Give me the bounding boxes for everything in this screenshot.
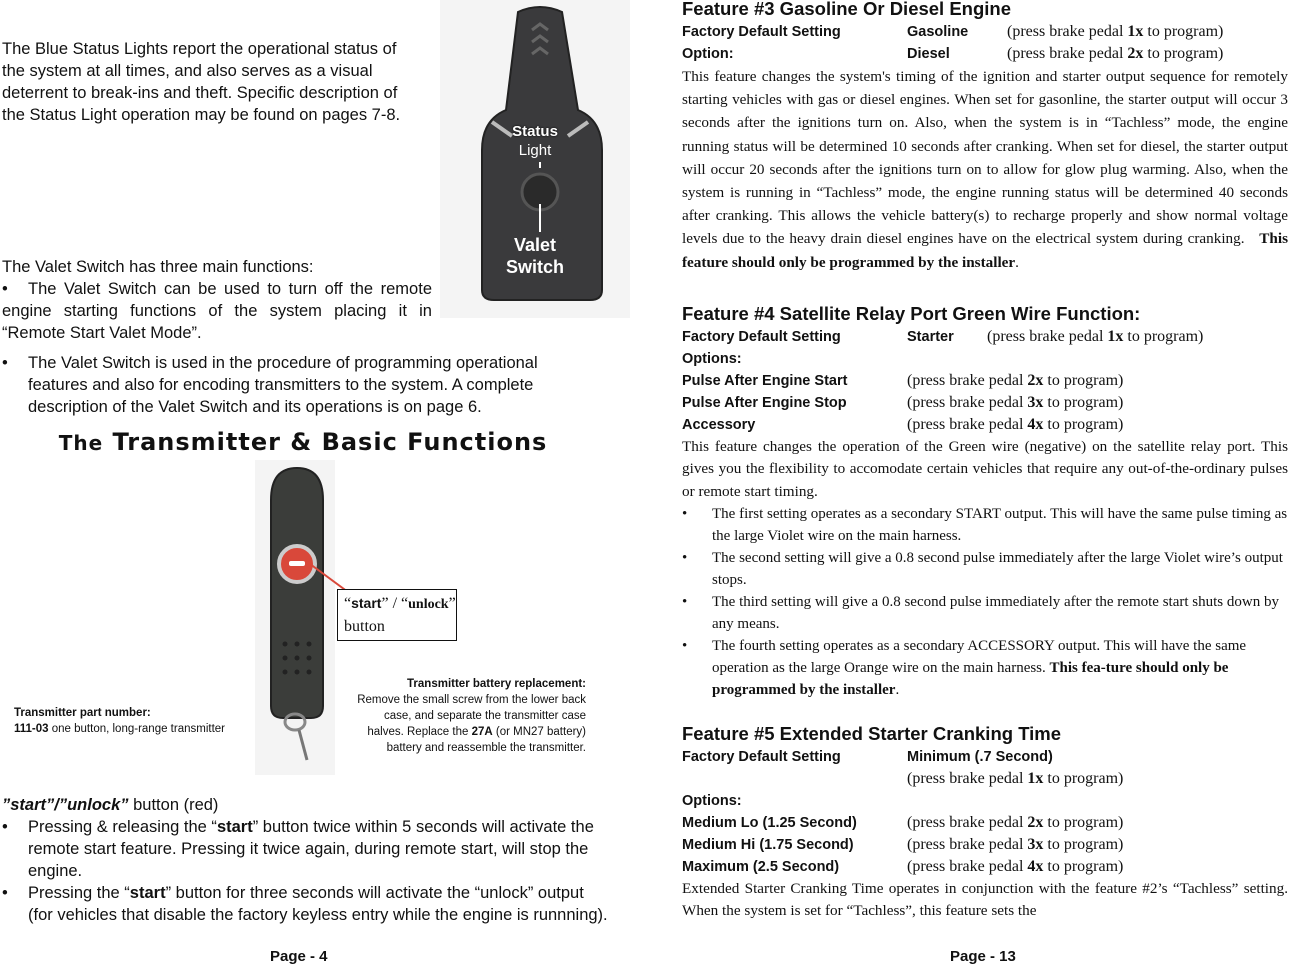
feature5-heading: Feature #5 Extended Starter Cranking Time [682, 723, 1062, 745]
start-bullet: • Pressing & releasing the “start” button twice within 5 seconds will activate the remote start feature. Pressing it twice again, during remote start, will stop the engine. [2, 818, 594, 880]
feature5-option-row: Medium Lo (1.25 Second) (press brake pedal 2x to program) [682, 814, 1124, 832]
feature4-body: This feature changes the operation of the Green wire (negative) on the satellite relay port. This gives you the flexibility to accomodate certain vehicles that require any out-of-the-ordinary pulses or remote start timing. [682, 437, 1288, 500]
feature4-option-row: Pulse After Engine Start (press brake pedal 2x to program) [682, 371, 1124, 389]
feature3-heading: Feature #3 Gasoline Or Diesel Engine [682, 0, 1012, 19]
battery-replacement-note: Transmitter battery replacement: Remove the small screw from the lower back case, and separate the transmitter case halves. Replace the 27A (or MN27 battery) battery and reassemble the transmitter. [357, 678, 586, 754]
valet-switch-illustration [440, 0, 630, 318]
feature3-default-row: Factory Default Setting Gasoline (press brake pedal 1x to program) [682, 23, 1224, 40]
feature3-option-row: Option: Diesel (press brake pedal 2x to program) [682, 45, 1224, 62]
status-light-intro [2, 38, 422, 126]
right-page: Feature #3 Gasoline Or Diesel Engine Factory Default Setting Gasoline (press brake pedal 1x to program) Option: Diesel (press brake pedal 2x to program) This feature changes the system's timing of the ignition and starter output sequence for remotely starting vehicles with gas or diesel engines. When set for gasonline, the starter output will occur 3 seconds after the ignitions turn on. Also, when the system is in “Tachless” mode, the engine running status will be determined 10 seconds after cranking. When set for diesel, the starter output will occur 20 seconds after the ignitions turn on to allow for glow plug warming. Also, when the system is running in “Tachless” mode, the engine running status will be determined 40 seconds after cranking. This allows the vehicle battery(s) to recharge properly and show normal voltage levels due to the heavy drain diesel engines have on the electrical system during cranking. This feature should only be programmed by the installer. Feature #4 Satellite Relay Port Green Wire Function: Factory Default Setting Starter (press brake pedal 1x to program) Options: Pulse After Engine Start (press brake pedal 2x to program) Pulse After Engine Stop (press brake pedal 3x to program) Accessory (press brake pedal 4x to program) This feature changes the operation of the Green wire (negative) on the satellite relay port. This gives you the flexibility to accomodate certain vehicles that require any out-of-the-ordinary pulses or remote start timing. • The first setting operates as a secondary START output. This will have the same pulse timing as the large Violet wire on the main harness. • The second setting will give a 0.8 second pulse immediately after the large Violet wire’s output stops. • The third setting will give a 0.8 second pulse immediately after the remote start shuts down by any means. • The fourth setting operates as a secondary ACCESSORY output. This will have the same operation as the large Orange wire on the main harness. This fea-ture should only be programmed by the installer. Feature #5 Extended Starter Cranking Time Factory Default Setting Minimum (.7 Second) (press brake pedal 1x to program) Options: Medium Lo (1.25 Second) (press brake pedal 2x to program) Medium Hi (1.75 Second) (press brake pedal 3x to program) Maximum (2.5 Second) (press brake pedal 4x to program) Extended Starter Cranking Time operates in conjunction with the feature #2’s “Tachless” setting. When the system is set for “Tachless”, this feature sets the [682, 0, 1288, 922]
transmitter-part-number: Transmitter part number: 111-03 one button, long-range transmitter [14, 707, 225, 735]
unlock-bullet: • Pressing the “start” button for three seconds will activate the “unlock” output (for vehicles that disable the factory keyless entry while the engine is runnning). [2, 884, 608, 924]
valet-bullet: • The Valet Switch is used in the procedure of programming operational features and also for encoding transmitters to the system. A complete description of the Valet Switch and its operations is on page 6. [2, 354, 538, 416]
valet-bullet: • The Valet Switch can be used to turn off the remote engine starting functions of the system placing it in “Remote Start Valet Mode”. [2, 280, 432, 342]
light-label: Light [518, 142, 552, 159]
feature4-heading: Feature #4 Satellite Relay Port Green Wire Function: [682, 302, 1141, 324]
status-label: Status [512, 123, 558, 140]
page-number-left: Page - 4 [270, 948, 328, 965]
feature4-option-row: Accessory (press brake pedal 4x to program) [682, 415, 1124, 433]
feature5-options-label: Options: [682, 793, 742, 810]
feature5-default-row: Factory Default Setting Minimum (.7 Second) [682, 749, 1053, 766]
start-unlock-section [2, 794, 608, 926]
status-light-paragraph: The Blue Status Lights report the operational status of the system at all times, and also serves as a visual deterrent to break-ins and theft. Specific description of the Status Light operation may be found on pages 7-8. [2, 40, 401, 124]
feature5-option-row: Maximum (2.5 Second) (press brake pedal 4x to program) [682, 858, 1124, 876]
feature3-body: This feature changes the system's timing of the ignition and starter output sequence for remotely starting vehicles with gas or diesel engines. When set for gasonline, the starter output will occur 3 seconds after the ignitions turn on. Also, when the system is in “Tachless” mode, the engine running status will be determined 10 seconds after cranking. When set for diesel, the starter output will occur 20 seconds after the ignitions turn on to allow for glow plug warming. Also, when the system is running in “Tachless” mode, the engine running status will be determined 40 seconds after cranking. This allows the vehicle battery(s) to recharge properly and show normal voltage levels due to the heavy drain diesel engines have on the electrical system during cranking. This feature should only be programmed by the installer. [682, 68, 1288, 271]
valet-switch-section [2, 256, 538, 418]
feature5-option-row: Medium Hi (1.75 Second) (press brake pedal 3x to program) [682, 836, 1124, 854]
feature4-bullet: • The fourth setting operates as a secondary ACCESSORY output. This will have the same operation as the large Orange wire on the main harness. This fea-ture should only be programmed by the installer. [682, 638, 1247, 699]
switch-label: Switch [505, 257, 564, 277]
page-number-right: Page - 13 [950, 948, 1016, 965]
feature5-body: Extended Starter Cranking Time operates in conjunction with the feature #2’s “Tachless” setting. When the system is set for “Tachless”, this feature sets the [682, 880, 1288, 920]
feature4-default-row: Factory Default Setting Starter (press brake pedal 1x to program) [682, 327, 1204, 345]
feature4-bullet: • The first setting operates as a secondary START output. This will have the same pulse timing as the large Violet wire on the main harness. [682, 506, 1288, 545]
valet-label: Valet [513, 235, 557, 255]
start-unlock-heading: ”start”/”unlock” button (red) [2, 796, 219, 814]
start-unlock-callout: “start” / “unlock” button [337, 589, 457, 641]
valet-intro: The Valet Switch has three main functions: [2, 258, 314, 276]
feature4-bullet: • The second setting will give a 0.8 second pulse immediately after the large Violet wire’s output stops. [682, 550, 1283, 589]
feature4-options-label: Options: [682, 350, 742, 367]
feature4-bullet: • The third setting will give a 0.8 second pulse immediately after the remote start shuts down by any means. [682, 594, 1279, 633]
feature4-option-row: Pulse After Engine Stop (press brake pedal 3x to program) [682, 393, 1124, 411]
section-title: The Transmitter & Basic Functions [58, 428, 548, 456]
